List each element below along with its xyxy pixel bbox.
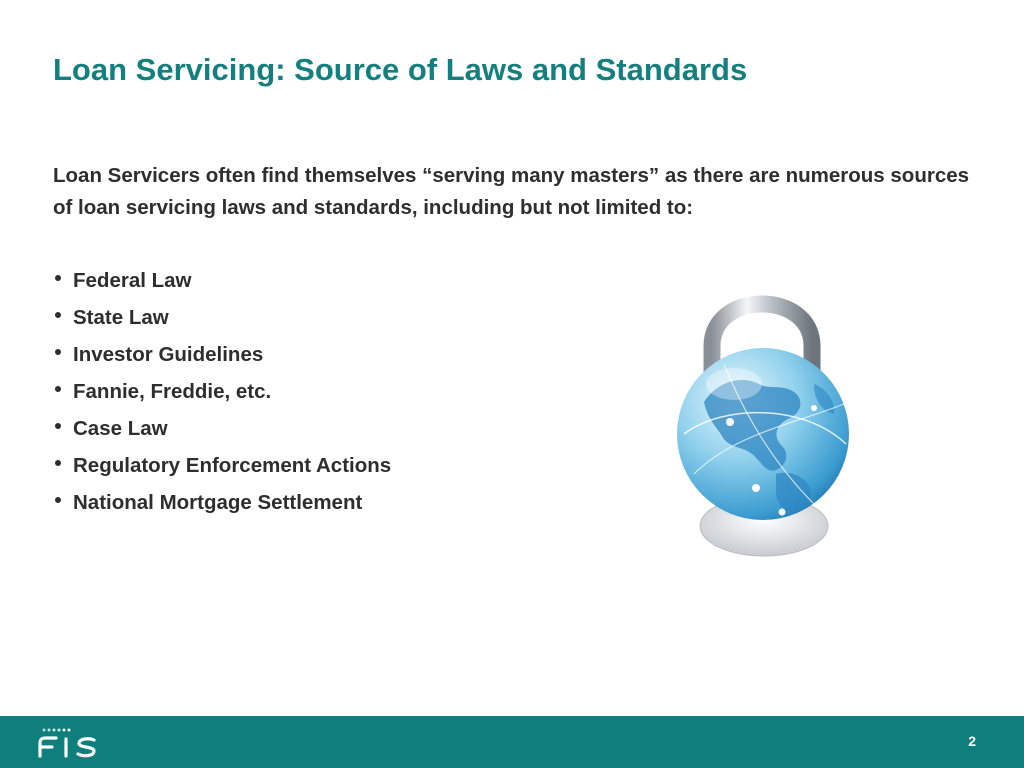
globe-padlock-icon: [664, 284, 864, 564]
list-item: [53, 373, 391, 410]
bullet-text: Investor Guidelines: [73, 343, 264, 366]
bullet-icon: [55, 460, 61, 466]
intro-paragraph: Loan Servicers often find themselves “serving many masters” as there are numerous sources of loan servicing laws and standards, including but not limited to:: [53, 164, 970, 219]
list-item: [53, 447, 391, 484]
bullet-text: Federal Law: [73, 269, 192, 292]
bullet-icon: [55, 386, 61, 392]
bullet-text: Regulatory Enforcement Actions: [73, 454, 392, 477]
bullet-icon: [55, 423, 61, 429]
footer-bar: [0, 716, 1024, 768]
page-number: 2: [968, 733, 976, 749]
bullet-icon: [55, 497, 61, 503]
bullet-text: Case Law: [73, 417, 168, 440]
fis-logo: [36, 726, 112, 760]
bullet-icon: [55, 275, 61, 281]
bullet-text: Fannie, Freddie, etc.: [73, 380, 272, 403]
slide-title: Loan Servicing: Source of Laws and Standards: [53, 52, 748, 87]
list-item: [53, 299, 391, 336]
list-item: [53, 484, 391, 521]
bullet-list: [53, 262, 391, 521]
bullet-icon: [55, 349, 61, 355]
list-item: [53, 336, 391, 373]
list-item: [53, 262, 391, 299]
bullet-text: National Mortgage Settlement: [73, 491, 363, 514]
bullet-icon: [55, 312, 61, 318]
bullet-text: State Law: [73, 306, 169, 329]
list-item: [53, 410, 391, 447]
